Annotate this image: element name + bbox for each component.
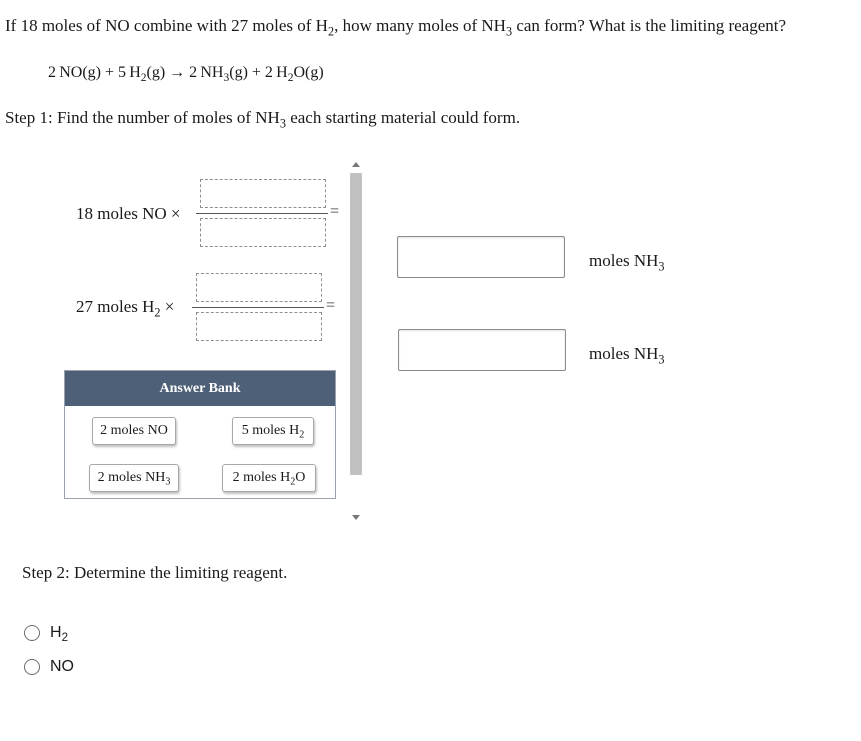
radio-button-h2[interactable] — [24, 625, 40, 641]
equals-sign-no: = — [330, 203, 340, 220]
question-text: If 18 moles of NO combine with 27 moles of $H_2$, how many moles of $NH_3$ can form? What is the limiting reagent? — [5, 16, 787, 39]
equals-sign-h2: = — [326, 297, 336, 314]
denominator-drop-slot-h2[interactable] — [196, 312, 322, 341]
step1-instruction: Step 1: Find the number of moles of $NH_3$ each starting material could form. — [5, 108, 521, 131]
moles-nh3-from-h2-input[interactable] — [398, 329, 566, 371]
option-h2-label: $H_2$ — [50, 624, 68, 645]
unit-label-no: moles $NH_3$ — [589, 251, 665, 274]
reaction-equation: 2 NO(g) + 5 $H_2(g) \to 2$ $NH_3(g) + 2$ $H_2O(g)$ — [48, 64, 324, 85]
option-no-label: NO — [50, 658, 74, 675]
chip-2-moles-no[interactable]: 2 moles NO — [92, 417, 176, 445]
option-no[interactable] — [24, 656, 74, 678]
chip-2-moles-h2o[interactable]: 2 moles $H_2O$ — [222, 464, 316, 492]
radio-button-no[interactable] — [24, 659, 40, 675]
chip-5-moles-h2[interactable]: 5 moles $H_2$ — [232, 417, 314, 445]
numerator-drop-slot-no[interactable] — [200, 179, 326, 208]
option-h2[interactable] — [24, 622, 68, 644]
fraction-bar-no — [196, 213, 328, 214]
vertical-scrollbar[interactable] — [348, 160, 364, 522]
fraction-bar-h2 — [192, 307, 324, 308]
answer-bank — [64, 370, 336, 499]
moles-nh3-from-no-input[interactable] — [397, 236, 565, 278]
unit-label-h2: moles $NH_3$ — [589, 344, 665, 367]
scrollbar-thumb[interactable] — [350, 173, 362, 475]
numerator-drop-slot-h2[interactable] — [196, 273, 322, 302]
chip-2-moles-nh3[interactable]: 2 moles $NH_3$ — [89, 464, 179, 492]
answer-bank-title: Answer Bank — [65, 371, 335, 406]
scroll-up-arrow-icon[interactable] — [352, 162, 360, 167]
step2-instruction: Step 2: Determine the limiting reagent. — [22, 563, 288, 582]
scroll-down-arrow-icon[interactable] — [352, 515, 360, 520]
starting-material-no-label: 18 moles NO × — [76, 204, 181, 223]
denominator-drop-slot-no[interactable] — [200, 218, 326, 247]
starting-material-h2-label: 27 moles $H_2$ × — [76, 297, 175, 320]
